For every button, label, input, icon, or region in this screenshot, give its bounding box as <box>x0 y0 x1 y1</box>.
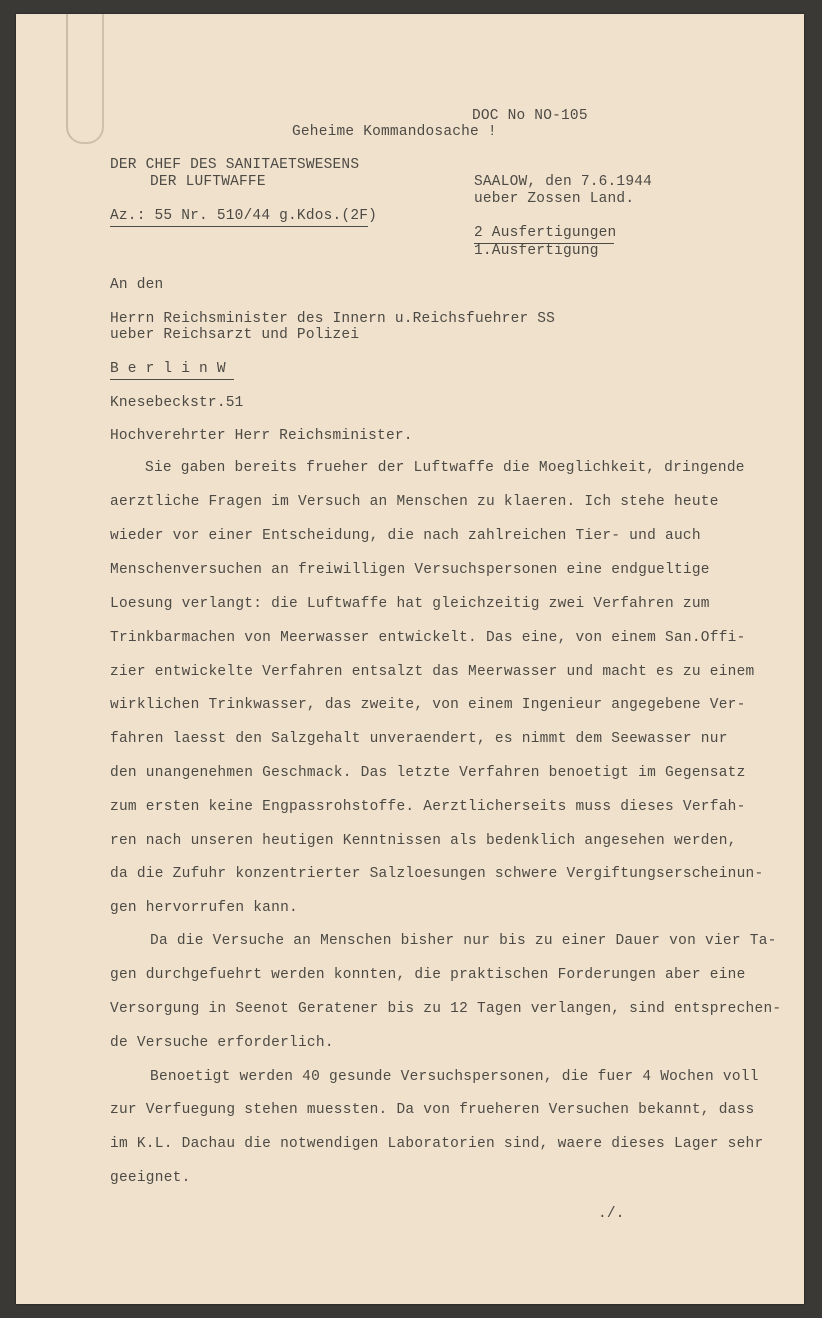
sender-line-1: DER CHEF DES SANITAETSWESENS <box>110 157 360 173</box>
recipient-street: Knesebeckstr.51 <box>110 395 244 411</box>
body-line: fahren laesst den Salzgehalt unveraendert, es nimmt dem Seewasser nur <box>110 731 728 747</box>
body-line: Da die Versuche an Menschen bisher nur bis zu einer Dauer von vier Ta- <box>150 933 777 949</box>
via-line: ueber Zossen Land. <box>474 191 635 207</box>
salutation: Hochverehrter Herr Reichsminister. <box>110 428 413 444</box>
recipient-line-1: Herrn Reichsminister des Innern u.Reichsfuehrer SS <box>110 311 556 327</box>
body-line: Trinkbarmachen von Meerwasser entwickelt. Das eine, von einem San.Offi- <box>110 630 746 646</box>
paperclip-mark <box>66 14 104 144</box>
doc-number: DOC No NO-105 <box>472 108 588 124</box>
body-line: de Versuche erforderlich. <box>110 1035 334 1051</box>
continuation-mark: ./. <box>598 1206 625 1222</box>
body-line: Sie gaben bereits frueher der Luftwaffe die Moeglichkeit, dringende <box>145 460 745 476</box>
recipient-line-2: ueber Reichsarzt und Polizei <box>110 327 360 343</box>
body-line: zum ersten keine Engpassrohstoffe. Aerztlicherseits muss dieses Verfah- <box>110 799 746 815</box>
body-line: aerztliche Fragen im Versuch an Menschen zu klaeren. Ich stehe heute <box>110 494 719 510</box>
copies-count: 2 Ausfertigungen <box>474 224 614 244</box>
sender-line-2: DER LUFTWAFFE <box>150 174 266 190</box>
body-line: zur Verfuegung stehen muessten. Da von frueheren Versuchen bekannt, dass <box>110 1102 755 1118</box>
body-line: geeignet. <box>110 1170 191 1186</box>
body-line: gen durchgefuehrt werden konnten, die praktischen Forderungen aber eine <box>110 967 746 983</box>
copy-number: 1.Ausfertigung <box>474 243 599 259</box>
body-line: Menschenversuchen an freiwilligen Versuchspersonen eine endgueltige <box>110 562 710 578</box>
recipient-city: B e r l i n W <box>110 360 234 380</box>
body-line: ren nach unseren heutigen Kenntnissen als bedenklich angesehen werden, <box>110 833 737 849</box>
body-line: da die Zufuhr konzentrierter Salzloesungen schwere Vergiftungserscheinun- <box>110 866 764 882</box>
body-line: Versorgung in Seenot Geratener bis zu 12 Tagen verlangen, sind entsprechen- <box>110 1001 782 1017</box>
body-line: wirklichen Trinkwasser, das zweite, von einem Ingenieur angegebene Ver- <box>110 697 746 713</box>
body-line: gen hervorrufen kann. <box>110 900 298 916</box>
reference-number: Az.: 55 Nr. 510/44 g.Kdos.(2F) <box>110 207 368 227</box>
body-line: Benoetigt werden 40 gesunde Versuchspersonen, die fuer 4 Wochen voll <box>150 1069 759 1085</box>
body-line: zier entwickelte Verfahren entsalzt das Meerwasser und macht es zu einem <box>110 664 755 680</box>
body-line: Loesung verlangt: die Luftwaffe hat gleichzeitig zwei Verfahren zum <box>110 596 710 612</box>
body-line: den unangenehmen Geschmack. Das letzte Verfahren benoetigt im Gegensatz <box>110 765 746 781</box>
body-line: im K.L. Dachau die notwendigen Laboratorien sind, waere dieses Lager sehr <box>110 1136 764 1152</box>
address-to: An den <box>110 277 164 293</box>
place-date: SAALOW, den 7.6.1944 <box>474 174 653 190</box>
body-line: wieder vor einer Entscheidung, die nach zahlreichen Tier- und auch <box>110 528 701 544</box>
classification: Geheime Kommandosache ! <box>292 124 497 140</box>
